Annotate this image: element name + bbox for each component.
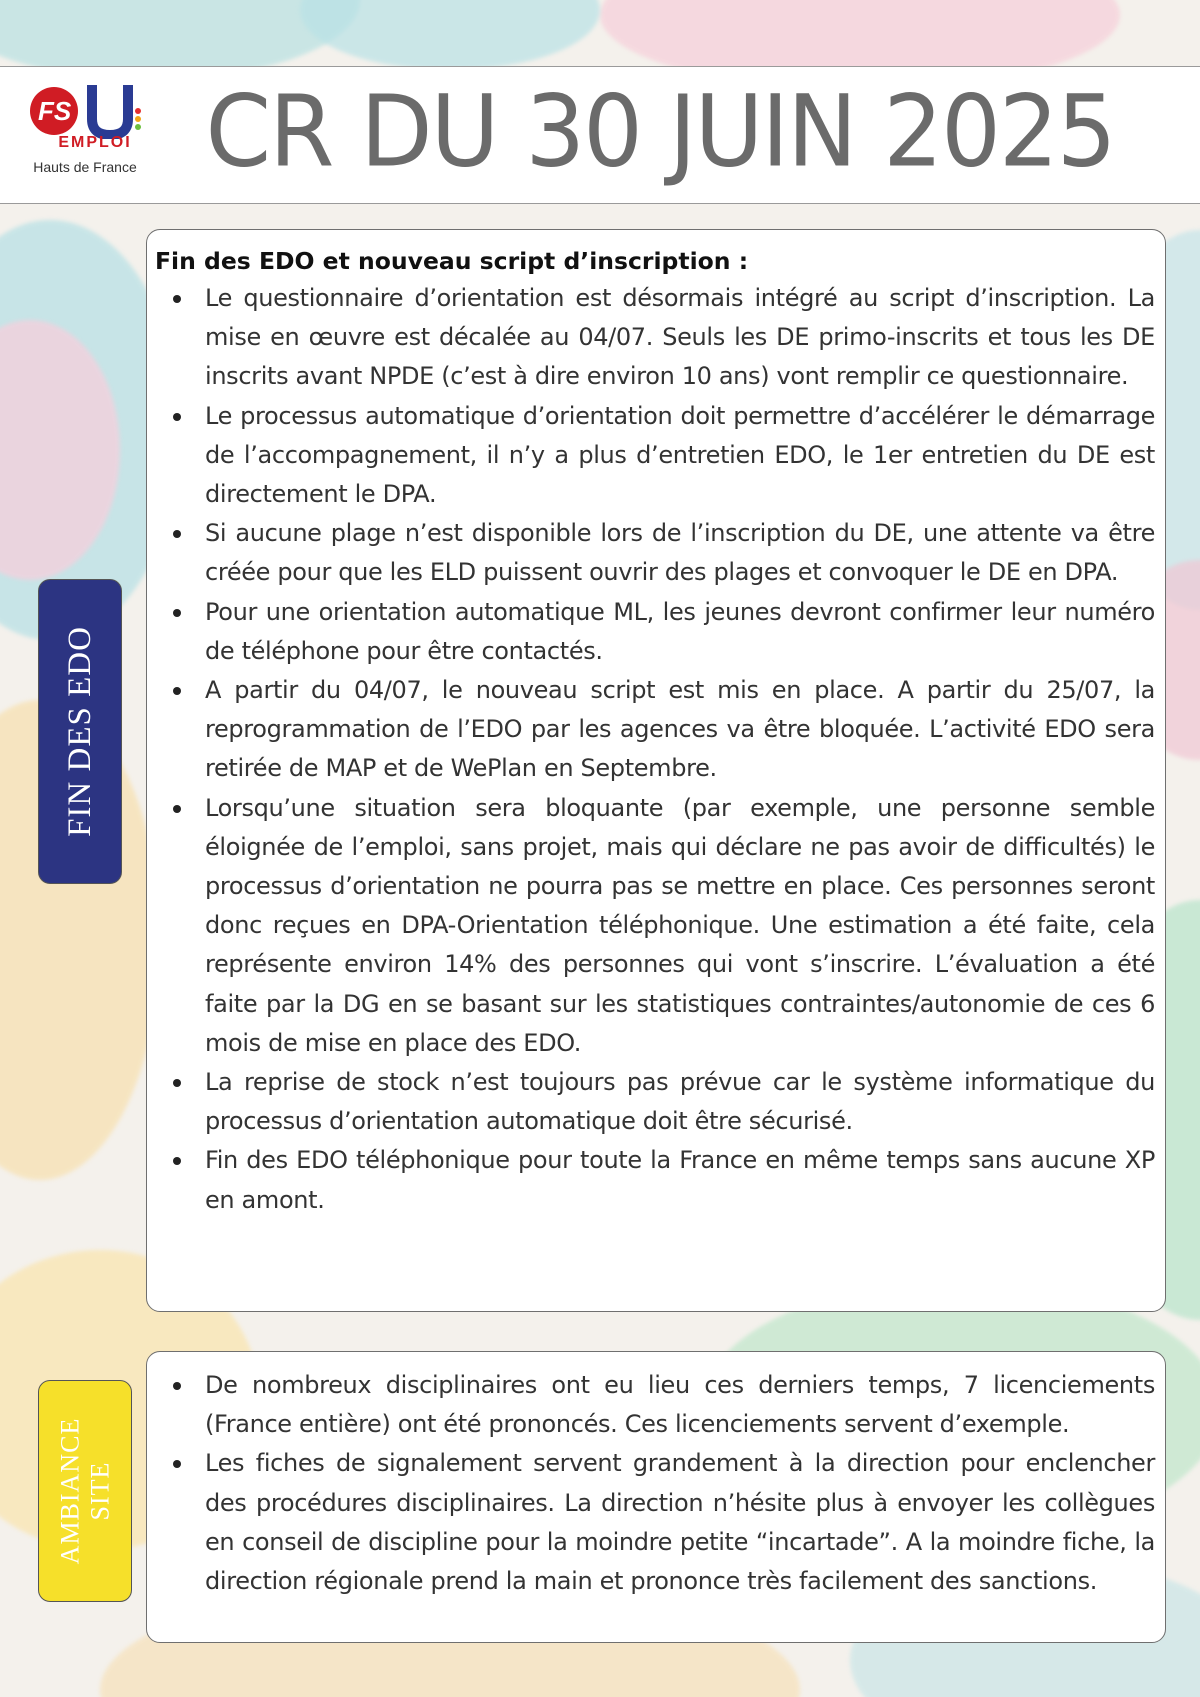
section-tab-label: [55, 1418, 115, 1565]
list-item: Le processus automatique d’orientation doit permettre d’accélérer le démarrage de l’accompagnement, il n’y a plus d’entretien EDO, le 1er entretien du DE est directement le DPA.: [205, 397, 1155, 515]
section-tab-ambiance-site: [38, 1380, 132, 1602]
bullet-list: [155, 1366, 1157, 1601]
list-item: Lorsqu’une situation sera bloquante (par exemple, une personne semble éloignée de l’emploi, sans projet, mais qui déclare ne pas avoir de difficultés) le processus d’orientation ne pourra pas se mettre en place. Ces personnes seront donc reçues en DPA-Orientation téléphonique. Une estimation a été faite, cela représente environ 14% des personnes qui vont s’inscrire. L’évaluation a été faite par la DG en se basant sur les statistiques contraintes/autonomie de ces 6 mois de mise en place des EDO.: [205, 789, 1155, 1063]
fsu-logo: [10, 79, 160, 191]
list-item: Si aucune plage n’est disponible lors de l’inscription du DE, une attente va être créée pour que les ELD puissent ouvrir des plages et convoquer le DE en DPA.: [205, 514, 1155, 592]
list-item: Pour une orientation automatique ML, les jeunes devront confirmer leur numéro de téléphone pour être contactés.: [205, 593, 1155, 671]
logo-subtitle: EMPLOI: [58, 134, 132, 151]
section-heading: Fin des EDO et nouveau script d’inscription :: [155, 247, 749, 275]
list-item: A partir du 04/07, le nouveau script est mis en place. A partir du 25/07, la reprogrammation de l’EDO par les agences va être bloquée. L’activité EDO sera retirée de MAP et de WePlan en Septembre.: [205, 671, 1155, 789]
header-band: [0, 66, 1200, 204]
logo-region: Hauts de France: [33, 159, 137, 175]
list-item: Les fiches de signalement servent grandement à la direction pour enclencher des procédures disciplinaires. La direction n’hésite plus à envoyer les collègues en conseil de discipline pour la moindre petite “incartade”. A la moindre fiche, la direction régionale prend la main et prononce très facilement des sanctions.: [205, 1444, 1155, 1601]
section-tab-label-line2: SITE: [85, 1461, 115, 1521]
list-item: La reprise de stock n’est toujours pas prévue car le système informatique du processus d’orientation automatique doit être sécurisé.: [205, 1063, 1155, 1141]
page-title: CR DU 30 JUIN 2025: [205, 75, 1115, 190]
bullet-list: [155, 279, 1157, 1220]
fsu-logo-mark-icon: [30, 79, 160, 139]
section-tab-fin-des-edo: [38, 579, 122, 884]
list-item: Fin des EDO téléphonique pour toute la France en même temps sans aucune XP en amont.: [205, 1141, 1155, 1219]
section-tab-label-line1: AMBIANCE: [55, 1417, 85, 1565]
list-item: De nombreux disciplinaires ont eu lieu ces derniers temps, 7 licenciements (France entière) ont été prononcés. Ces licenciements servent d’exemple.: [205, 1366, 1155, 1444]
svg-text:FS: FS: [38, 96, 72, 126]
section-box-ambiance-site: [146, 1351, 1166, 1643]
list-item: Le questionnaire d’orientation est désormais intégré au script d’inscription. La mise en œuvre est décalée au 04/07. Seuls les DE primo-inscrits et tous les DE inscrits avant NPDE (c’est à dire environ 10 ans) vont remplir ce questionnaire.: [205, 279, 1155, 397]
section-tab-label: FIN DES EDO: [61, 626, 98, 837]
section-box-fin-des-edo: [146, 229, 1166, 1312]
